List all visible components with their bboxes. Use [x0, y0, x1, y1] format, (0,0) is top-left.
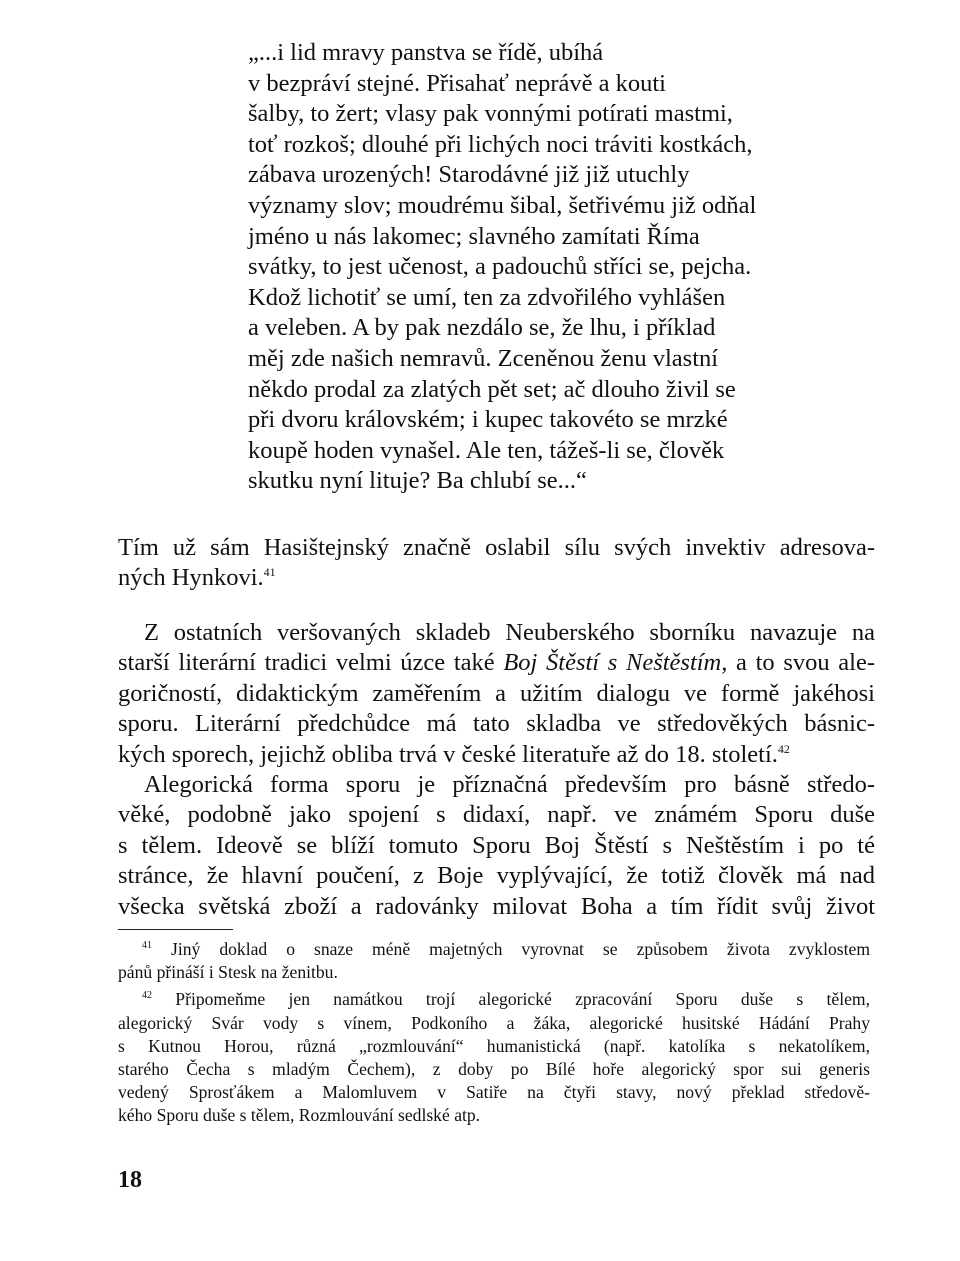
paragraph-line — [118, 740, 875, 770]
footnote-line: kého Sporu duše s tělem, Rozmlouvání sedlské atp. — [118, 1105, 481, 1126]
footnotes — [118, 938, 870, 1128]
paragraph-text: ných Hynkovi. — [118, 564, 264, 592]
paragraph-hasistejnsky — [118, 533, 875, 594]
paragraph-line: Alegorická forma sporu je příznačná především pro básně středo- — [144, 770, 875, 798]
footnote-ref-41[interactable]: 41 — [263, 565, 276, 580]
work-title: Boj Štěstí s Neštěstím, — [503, 649, 728, 677]
footnote-line: alegorický Svár vody s vínem, Podkoního a žáka, alegorické husitské Hádání Prahy — [118, 1012, 870, 1033]
paragraph-line — [118, 563, 875, 593]
footnote-number: 42 — [142, 990, 152, 1002]
quote-line: jméno u nás lakomec; slavného zamítati Říma — [248, 222, 700, 250]
quote-line: šalby, to žert; vlasy pak vonnými potírati mastmi, — [248, 100, 733, 128]
quote-line: toť rozkoš; dlouhé při lichých noci tráviti kostkách, — [248, 130, 753, 158]
quote-line: Kdož lichotiť se umí, ten za zdvořilého vyhlášen — [248, 283, 726, 311]
paragraph-line: sporu. Literární předchůdce má tato skladba ve středověkých básnic- — [118, 710, 875, 738]
paragraph-line: Z ostatních veršovaných skladeb Neuberského sborníku navazuje na — [144, 619, 875, 646]
quote-line: svátky, to jest učenost, a padouchů stříci se, pejcha. — [248, 253, 752, 281]
quote-line: někdo prodal za zlatých pět set; ač dlouho živil se — [248, 375, 736, 403]
quote-line: skutku nyní lituje? Ba chlubí se...“ — [248, 467, 587, 495]
footnote-ref-42[interactable]: 42 — [777, 741, 790, 756]
footnote-41 — [118, 938, 870, 961]
quote-line: „...i lid mravy panstva se řídě, ubíhá — [248, 39, 604, 66]
paragraph-line: Tím už sám Hasištejnský značně oslabil sílu svých invektiv adresova- — [118, 534, 875, 561]
paragraph-text: starší literární tradici velmi úzce také — [118, 649, 504, 677]
quote-line: koupě hoden vynašel. Ale ten, tážeš-li se, člověk — [248, 436, 725, 464]
page-number: 18 — [118, 1167, 142, 1193]
poem-quote — [248, 38, 848, 497]
footnote-divider — [118, 929, 233, 930]
quote-line: významy slov; moudrému šibal, šetřivému již odňal — [248, 191, 757, 219]
footnote-line: starého Čecha s mladým Čechem), z doby po Bílé hoře alegorický spor sui generis — [118, 1058, 870, 1079]
footnote-42 — [118, 988, 870, 1011]
quote-line: při dvoru královském; i kupec takovéto se mrzké — [248, 406, 728, 434]
paragraph-text: a to svou ale- — [727, 649, 875, 677]
paragraph-line: věké, podobně jako spojení s didaxí, např. ve známém Sporu duše — [118, 801, 875, 829]
paragraph-line — [118, 648, 875, 678]
quote-line: zábava urozených! Starodávné již již utuchly — [248, 161, 690, 189]
quote-line: měj zde našich nemravů. Zceněnou ženu vlastní — [248, 344, 719, 372]
paragraph-text: kých sporech, jejichž obliba trvá v české literatuře až do 18. století. — [118, 740, 778, 768]
quote-line: a veleben. A by pak nezdálo se, že lhu, i příklad — [248, 314, 716, 342]
paragraph-line: stránce, že hlavní poučení, z Boje vyplývající, že totiž člověk má nad — [118, 862, 875, 890]
footnote-line: vedený Sprosťákem a Malomluvem v Satiře na čtyři stavy, nový překlad středově- — [118, 1082, 870, 1103]
paragraph-line: goričností, didaktickým zaměřením a užitím dialogu ve formě jakéhosi — [118, 679, 875, 707]
footnote-line: pánů přináší i Stesk na ženitbu. — [118, 962, 338, 983]
quote-line: v bezpráví stejné. Přisahať neprávě a kouti — [248, 69, 666, 97]
footnote-number: 41 — [142, 940, 152, 952]
footnote-text: Jiný doklad o snaze méně majetných vyrovnat se způsobem života zvyklostem — [171, 939, 870, 959]
paragraph-line: s tělem. Ideově se blíží tomuto Sporu Boj Štěstí s Neštěstím i po té — [118, 831, 875, 859]
paragraph-boj-stesti — [118, 618, 875, 922]
paragraph-line: všecka světská zboží a radovánky milovat Boha a tím řídit svůj život — [118, 892, 875, 920]
footnote-line: s Kutnou Horou, různá „rozmlouvání“ humanistická (např. katolíka s nekatolíkem, — [118, 1035, 870, 1056]
footnote-text: Připomeňme jen namátkou trojí alegorické zpracování Sporu duše s tělem, — [175, 989, 870, 1010]
